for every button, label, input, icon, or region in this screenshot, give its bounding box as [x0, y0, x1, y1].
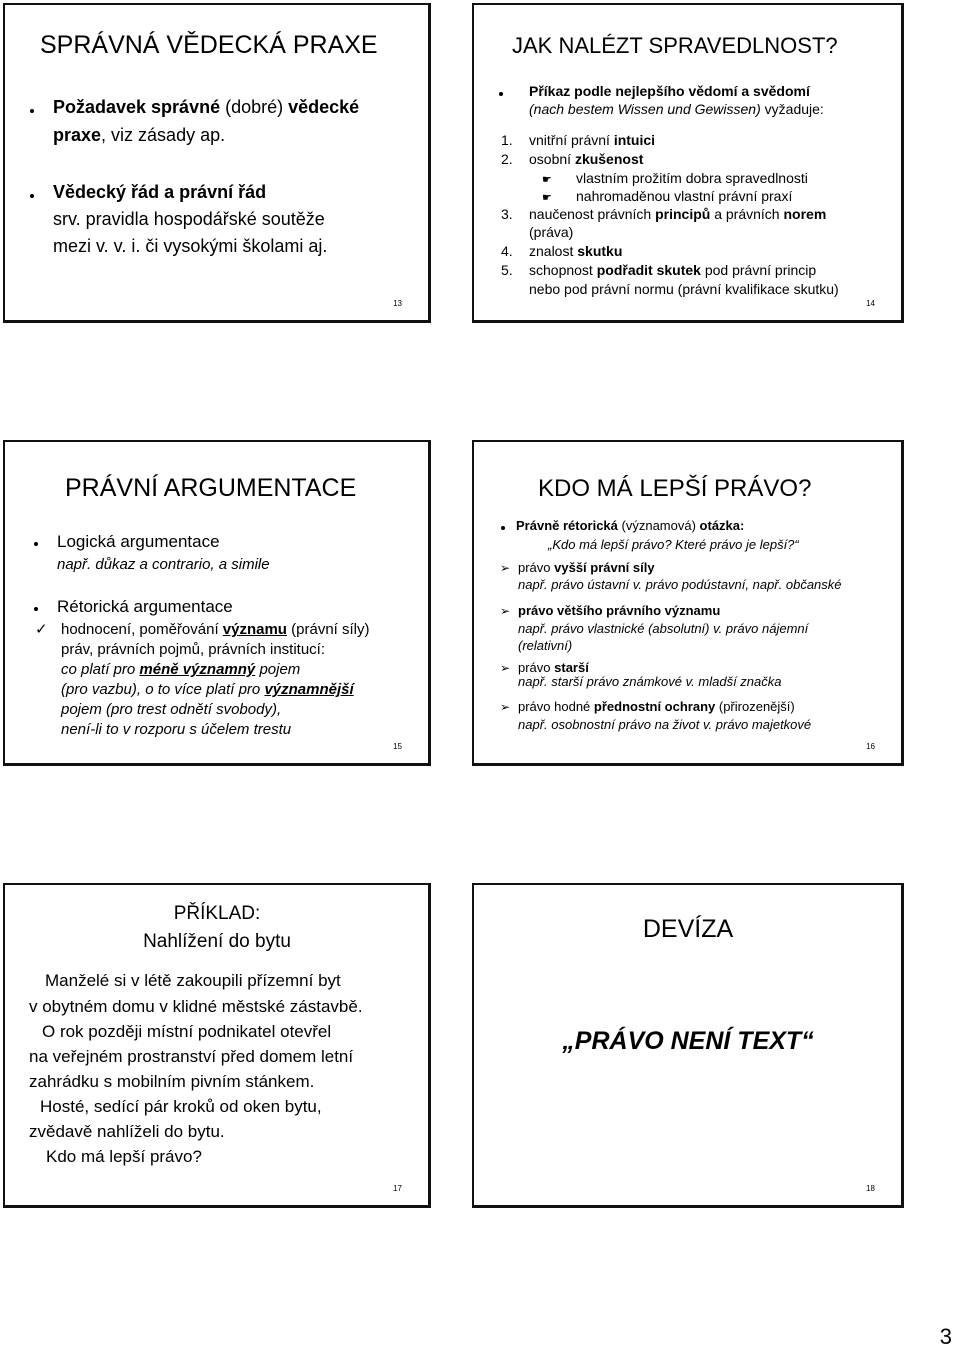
story-line: zahrádku s mobilním pivním stánkem.: [29, 1072, 315, 1091]
arrow-bullet-icon: ➢: [500, 561, 511, 575]
arrow-item: ➢ právo hodné přednostní ochrany (přirozenější): [500, 699, 795, 714]
page-number: 3: [939, 1324, 952, 1349]
text-line: co platí pro méně významný pojem: [61, 661, 301, 678]
bullet-line: Vědecký řád a právní řád: [53, 182, 267, 202]
question-line: „Kdo má lepší právo? Které právo je lepší?“: [548, 537, 799, 552]
slide-title: PŘÍKLAD:: [173, 903, 261, 924]
pointing-hand-icon: ☛: [542, 192, 552, 204]
sub-item: ☛ nahromaděnou vlastní právní praxí: [542, 188, 793, 204]
arrow-item: ➢ právo starší: [500, 660, 589, 675]
slide-title: DEVÍZA: [642, 915, 734, 943]
text-line: pojem (pro trest odnětí svobody),: [61, 701, 282, 718]
slide-17: [3, 883, 431, 1208]
slide-number: 15: [393, 742, 402, 751]
list-item-continuation: nebo pod právní normu (právní kvalifikace skutku): [529, 281, 839, 297]
motto: „PRÁVO NENÍ TEXT“: [562, 1027, 814, 1055]
bullet-line: praxe, viz zásady ap.: [53, 125, 226, 145]
bullet-dot-icon: [34, 542, 38, 546]
list-item: 5. schopnost podřadit skutek pod právní princip: [501, 262, 817, 278]
slide-title: KDO MÁ LEPŠÍ PRÁVO?: [538, 475, 812, 502]
example-line: např. osobnostní právo na život v. právo majetkové: [518, 717, 812, 732]
bullet-line: mezi v. v. i. či vysokými školami aj.: [53, 236, 328, 256]
slide-number: 17: [393, 1184, 402, 1193]
arrow-bullet-icon: ➢: [500, 700, 511, 714]
slide-title: PRÁVNÍ ARGUMENTACE: [65, 474, 357, 502]
bullet-line: srv. pravidla hospodářské soutěže: [53, 209, 325, 229]
example-line: např. právo vlastnické (absolutní) v. právo nájemní: [518, 621, 809, 636]
story-line: v obytném domu v klidné městské zástavbě.: [29, 997, 363, 1016]
bullet-dot-icon: [30, 109, 34, 113]
slide-18: [472, 883, 904, 1208]
list-item: 2. osobní zkušenost: [501, 151, 644, 167]
text-line: práv, právních pojmů, právních institucí:: [61, 641, 326, 658]
slide-13: [3, 3, 431, 323]
bullet-dot-icon: [30, 194, 34, 198]
slide-number: 16: [866, 742, 875, 751]
list-item: 1. vnitřní právní intuici: [501, 132, 656, 148]
bullet-line: Logická argumentace: [57, 532, 220, 551]
text-line: není-li to v rozporu s účelem trestu: [61, 721, 292, 738]
text-line: (pro vazbu), o to více platí pro významnější: [61, 681, 354, 698]
slide-number: 18: [866, 1184, 875, 1193]
arrow-bullet-icon: ➢: [500, 661, 511, 675]
slide-title: SPRÁVNÁ VĚDECKÁ PRAXE: [40, 31, 378, 59]
slide-subtitle: Nahlížení do bytu: [143, 931, 291, 952]
example-line: např. starší právo známkové v. mladší značka: [518, 674, 782, 689]
bullet-sub: např. důkaz a contrario, a simile: [57, 556, 270, 573]
story-line: O rok později místní podnikatel otevřel: [42, 1022, 332, 1041]
arrow-item: ➢ právo většího právního významu: [500, 603, 721, 618]
example-line: např. právo ústavní v. právo podústavní, např. občanské: [518, 577, 842, 592]
slide-15: [3, 440, 431, 766]
check-line: ✓ hodnocení, poměřování významu (právní síly): [35, 621, 370, 638]
slide-title: JAK NALÉZT SPRAVEDLNOST?: [512, 33, 838, 58]
example-line: (relativní): [518, 638, 573, 653]
pointing-hand-icon: ☛: [542, 174, 552, 186]
arrow-item: ➢ právo vyšší právní síly: [500, 560, 655, 575]
bullet-line: (nach bestem Wissen und Gewissen) vyžaduje:: [529, 101, 824, 117]
story-line: zvědavě nahlíželi do bytu.: [29, 1122, 225, 1141]
slide-16: [472, 440, 904, 766]
slide-number: 13: [393, 299, 402, 308]
list-item: 4. znalost skutku: [501, 243, 623, 259]
story-line: Kdo má lepší právo?: [46, 1147, 202, 1166]
story-line: Hosté, sedící pár kroků od oken bytu,: [40, 1097, 322, 1116]
story-line: na veřejném prostranství před domem letní: [29, 1047, 354, 1066]
question-line: Právně rétorická (významová) otázka:: [516, 518, 745, 533]
bullet-dot-icon: [34, 607, 38, 611]
bullet-line: Rétorická argumentace: [57, 597, 233, 616]
story-line: Manželé si v létě zakoupili přízemní byt: [45, 971, 341, 990]
bullet-dot-icon: [499, 92, 503, 96]
list-item: 3. naučenost právních principů a právních norem: [501, 206, 827, 222]
bullet-dot-icon: [501, 526, 505, 530]
arrow-bullet-icon: ➢: [500, 604, 511, 618]
bullet-line: Příkaz podle nejlepšího vědomí a svědomí: [529, 83, 810, 99]
list-item-continuation: (práva): [529, 224, 574, 240]
slide-14: [472, 3, 904, 323]
slide-number: 14: [866, 299, 875, 308]
sub-item: ☛ vlastním prožitím dobra spravedlnosti: [542, 170, 808, 186]
bullet-line: Požadavek správné (dobré) vědecké: [53, 97, 360, 117]
checkmark-icon: ✓: [35, 621, 48, 638]
